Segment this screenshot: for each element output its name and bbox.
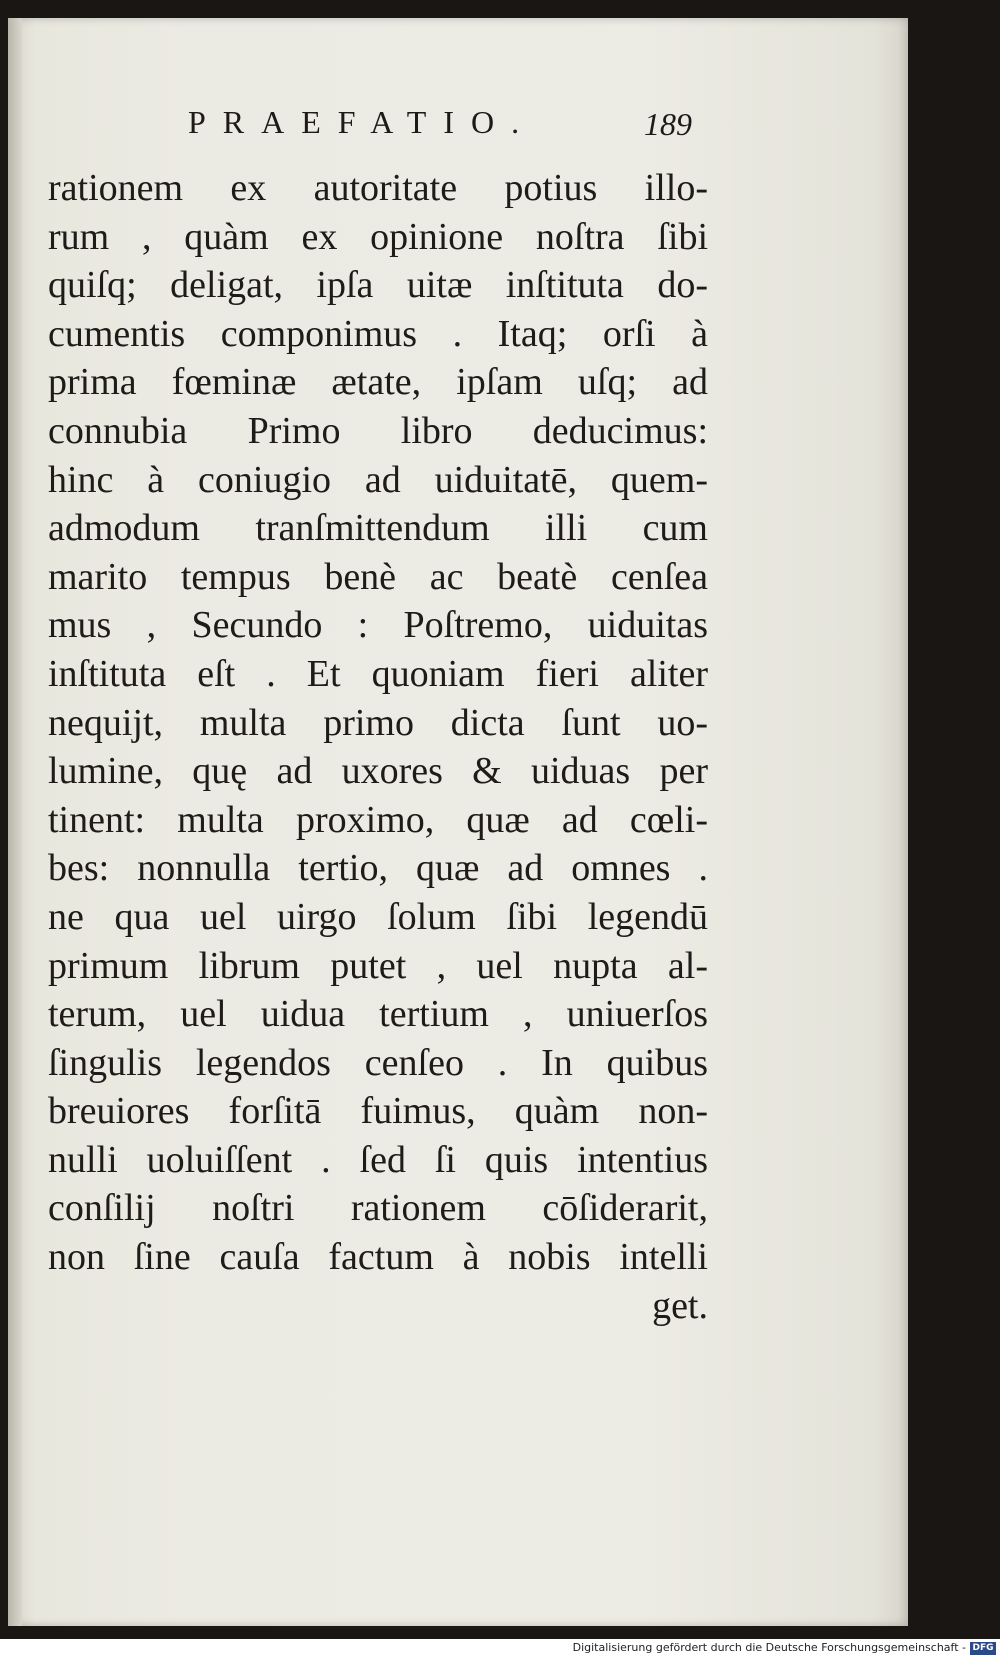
text-line: non ſine cauſa factum à nobis intelli xyxy=(48,1236,708,1279)
text-line: ne qua uel uirgo ſolum ſibi legendū xyxy=(48,895,708,938)
body-text xyxy=(48,164,708,1330)
text-line: nequijt, multa primo dicta ſunt uo- xyxy=(48,701,708,744)
page-number: 189 xyxy=(644,106,692,142)
text-line: nulli uoluiſſent . ſed ſi quis intentius xyxy=(48,1138,708,1181)
text-line: prima fœminæ ætate, ipſam uſq; ad xyxy=(48,361,708,404)
text-line: terum, uel uidua tertium , uniuerſos xyxy=(48,993,708,1036)
text-line: admodum tranſmittendum illi cum xyxy=(48,507,708,550)
text-line: tinent: multa proximo, quæ ad cœli- xyxy=(48,798,708,841)
text-line: conſilij noſtri rationem cōſiderarit, xyxy=(48,1187,708,1230)
text-line: hinc à coniugio ad uiduitatē, quem- xyxy=(48,458,708,501)
text-line: get. xyxy=(652,1284,708,1327)
running-head xyxy=(48,104,692,154)
text-line: rum , quàm ex opinione noſtra ſibi xyxy=(48,215,708,258)
text-line: cumentis componimus . Itaq; orſi à xyxy=(48,312,708,355)
text-line: ſingulis legendos cenſeo . In quibus xyxy=(48,1041,708,1084)
text-line: bes: nonnulla tertio, quæ ad omnes . xyxy=(48,847,708,890)
book-page xyxy=(8,18,908,1626)
text-line: mus , Secundo : Poſtremo, uiduitas xyxy=(48,604,708,647)
text-line: primum librum putet , uel nupta al- xyxy=(48,944,708,987)
text-line: inſtituta eſt . Et quoniam fieri aliter xyxy=(48,652,708,695)
text-line: rationem ex autoritate potius illo- xyxy=(48,167,708,209)
text-line: marito tempus benè ac beatè cenſea xyxy=(48,555,708,598)
digitization-footer xyxy=(0,1639,1000,1659)
text-line: lumine, quę ad uxores & uiduas per xyxy=(48,750,708,793)
page-gutter-shadow xyxy=(8,18,22,1626)
dfg-logo: DFG xyxy=(970,1642,996,1655)
running-head-title: PRAEFATIO. xyxy=(188,104,537,140)
footer-credit: Digitalisierung gefördert durch die Deutsche Forschungsgemeinschaft - xyxy=(572,1641,966,1654)
text-line: quiſq; deligat, ipſa uitæ inſtituta do- xyxy=(48,264,708,307)
text-line: connubia Primo libro deducimus: xyxy=(48,409,708,452)
text-line: breuiores forſitā fuimus, quàm non- xyxy=(48,1090,708,1133)
